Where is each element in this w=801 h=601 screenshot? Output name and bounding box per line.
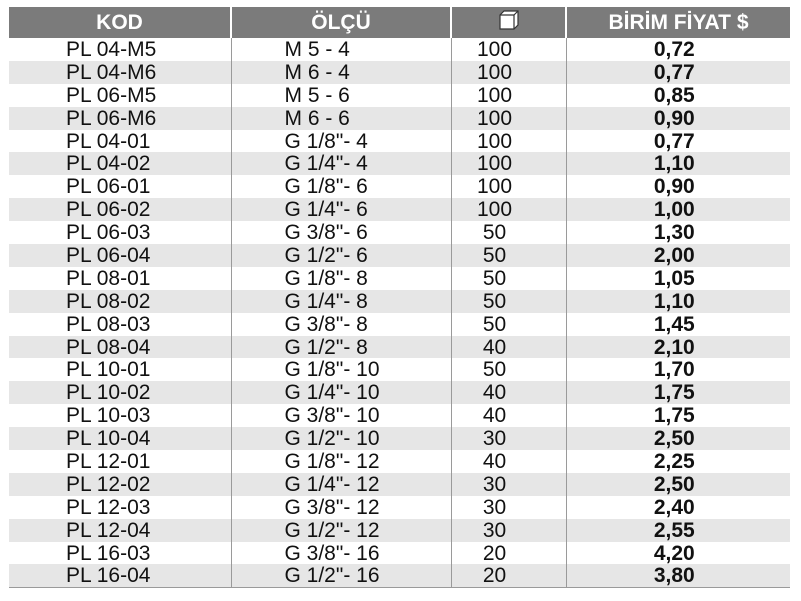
cell-qty: 100 (451, 61, 566, 84)
cell-price: 3,80 (566, 564, 790, 587)
cell-olcu: G 3/8"- 8 (231, 313, 451, 336)
cell-kod: PL 06-03 (9, 221, 231, 244)
cell-qty: 50 (451, 244, 566, 267)
cell-kod: PL 06-01 (9, 175, 231, 198)
table-row (9, 519, 790, 542)
cell-qty: 30 (451, 496, 566, 519)
header-qty (451, 7, 566, 38)
cell-price: 0,77 (653, 129, 695, 153)
table-row (9, 404, 790, 427)
cell-kod: PL 12-04 (9, 519, 231, 542)
cell-kod: PL 04-M5 (9, 38, 231, 61)
cell-olcu: G 1/2"- 12 (231, 519, 451, 542)
table-row (9, 496, 790, 519)
cell-qty: 40 (451, 450, 566, 473)
table-row (9, 336, 790, 359)
table-row (9, 427, 790, 450)
cell-qty: 40 (451, 404, 566, 427)
cell-price: 4,20 (653, 541, 695, 565)
cell-qty: 30 (451, 519, 566, 542)
cell-price: 2,00 (566, 244, 790, 267)
cell-qty: 20 (451, 542, 566, 565)
table-row (9, 221, 790, 244)
table-row (9, 564, 790, 587)
table-row (9, 130, 790, 153)
cell-olcu: G 1/2"- 16 (231, 564, 451, 587)
cell-qty: 50 (451, 313, 566, 336)
cell-olcu: G 1/4"- 12 (231, 473, 451, 496)
cell-price: 2,50 (566, 427, 790, 450)
cell-price: 1,05 (653, 266, 695, 290)
cell-kod: PL 10-01 (9, 358, 231, 381)
cell-qty: 30 (451, 473, 566, 496)
cell-olcu: G 1/4"- 4 (231, 152, 451, 175)
table-row (9, 152, 790, 175)
cell-price: 2,40 (653, 495, 695, 519)
cell-olcu: G 3/8"- 16 (231, 542, 451, 565)
cell-price: 1,00 (566, 198, 790, 221)
cell-kod: PL 12-03 (9, 496, 231, 519)
cell-kod: PL 16-04 (9, 564, 231, 587)
cell-price: 2,50 (566, 473, 790, 496)
cell-qty: 40 (451, 336, 566, 359)
header-price: BİRİM FİYAT $ (566, 7, 790, 38)
cell-price: 1,10 (566, 152, 790, 175)
cell-kod: PL 12-02 (9, 473, 231, 496)
cell-olcu: G 1/4"- 10 (231, 381, 451, 404)
cell-olcu: M 5 - 4 (231, 38, 451, 61)
cell-price: 0,77 (566, 61, 790, 84)
cell-olcu: M 6 - 6 (231, 107, 451, 130)
cell-kod: PL 08-02 (9, 290, 231, 313)
cell-qty: 50 (451, 267, 566, 290)
table-row (9, 542, 790, 565)
cell-qty: 50 (451, 290, 566, 313)
cell-olcu: G 1/8"- 8 (231, 267, 451, 290)
cell-olcu: G 3/8"- 12 (231, 496, 451, 519)
table-row (9, 473, 790, 496)
cell-price: 0,72 (653, 38, 695, 61)
cell-kod: PL 16-03 (9, 542, 231, 565)
box-icon (497, 8, 521, 38)
cell-kod: PL 06-M5 (9, 84, 231, 107)
cell-price: 1,75 (653, 404, 695, 428)
table-row (9, 313, 790, 336)
cell-kod: PL 10-04 (9, 427, 231, 450)
cell-qty: 100 (451, 84, 566, 107)
table-body (9, 38, 790, 588)
cell-qty: 40 (451, 381, 566, 404)
cell-olcu: G 3/8"- 6 (231, 221, 451, 244)
cell-price: 1,30 (653, 221, 695, 245)
table-row (9, 61, 790, 84)
cell-qty: 100 (451, 130, 566, 153)
cell-olcu: G 3/8"- 10 (231, 404, 451, 427)
cell-olcu: G 1/4"- 8 (231, 290, 451, 313)
cell-kod: PL 04-01 (9, 130, 231, 153)
cell-price: 1,10 (566, 290, 790, 313)
cell-price: 0,90 (566, 107, 790, 130)
cell-qty: 100 (451, 38, 566, 61)
cell-price: 0,85 (653, 83, 695, 107)
cell-kod: PL 10-02 (9, 381, 231, 404)
cell-olcu: M 6 - 4 (231, 61, 451, 84)
cell-price: 0,90 (653, 175, 695, 199)
cell-olcu: M 5 - 6 (231, 84, 451, 107)
cell-olcu: G 1/2"- 8 (231, 336, 451, 359)
cell-qty: 100 (451, 152, 566, 175)
cell-olcu: G 1/8"- 12 (231, 450, 451, 473)
cell-qty: 100 (451, 198, 566, 221)
cell-price: 1,45 (653, 312, 695, 336)
cell-qty: 30 (451, 427, 566, 450)
table-row (9, 244, 790, 267)
cell-qty: 50 (451, 358, 566, 381)
table-row (9, 38, 790, 61)
cell-kod: PL 08-01 (9, 267, 231, 290)
cell-kod: PL 04-02 (9, 152, 231, 175)
cell-olcu: G 1/2"- 10 (231, 427, 451, 450)
cell-price: 1,75 (566, 381, 790, 404)
cell-olcu: G 1/8"- 6 (231, 175, 451, 198)
cell-olcu: G 1/8"- 10 (231, 358, 451, 381)
cell-price: 2,10 (566, 336, 790, 359)
cell-qty: 50 (451, 221, 566, 244)
table-row (9, 84, 790, 107)
cell-olcu: G 1/8"- 4 (231, 130, 451, 153)
cell-olcu: G 1/2"- 6 (231, 244, 451, 267)
table-row (9, 450, 790, 473)
cell-kod: PL 08-04 (9, 336, 231, 359)
cell-kod: PL 10-03 (9, 404, 231, 427)
cell-price: 2,25 (653, 450, 695, 473)
cell-kod: PL 06-M6 (9, 107, 231, 130)
cell-qty: 100 (451, 107, 566, 130)
cell-kod: PL 06-04 (9, 244, 231, 267)
cell-kod: PL 06-02 (9, 198, 231, 221)
cell-price: 1,70 (653, 358, 695, 382)
table-row (9, 175, 790, 198)
cell-qty: 100 (451, 175, 566, 198)
cell-price: 2,55 (566, 519, 790, 542)
table-row (9, 107, 790, 130)
cell-olcu: G 1/4"- 6 (231, 198, 451, 221)
table-row (9, 381, 790, 404)
cell-kod: PL 04-M6 (9, 61, 231, 84)
cell-kod: PL 08-03 (9, 313, 231, 336)
table-header-row (9, 7, 790, 38)
cell-kod: PL 12-01 (9, 450, 231, 473)
price-table (9, 7, 790, 588)
table-row (9, 198, 790, 221)
header-kod: KOD (9, 7, 231, 38)
table-row (9, 358, 790, 381)
header-olcu: ÖLÇÜ (231, 7, 451, 38)
table-row (9, 267, 790, 290)
cell-qty: 20 (451, 564, 566, 587)
table-row (9, 290, 790, 313)
